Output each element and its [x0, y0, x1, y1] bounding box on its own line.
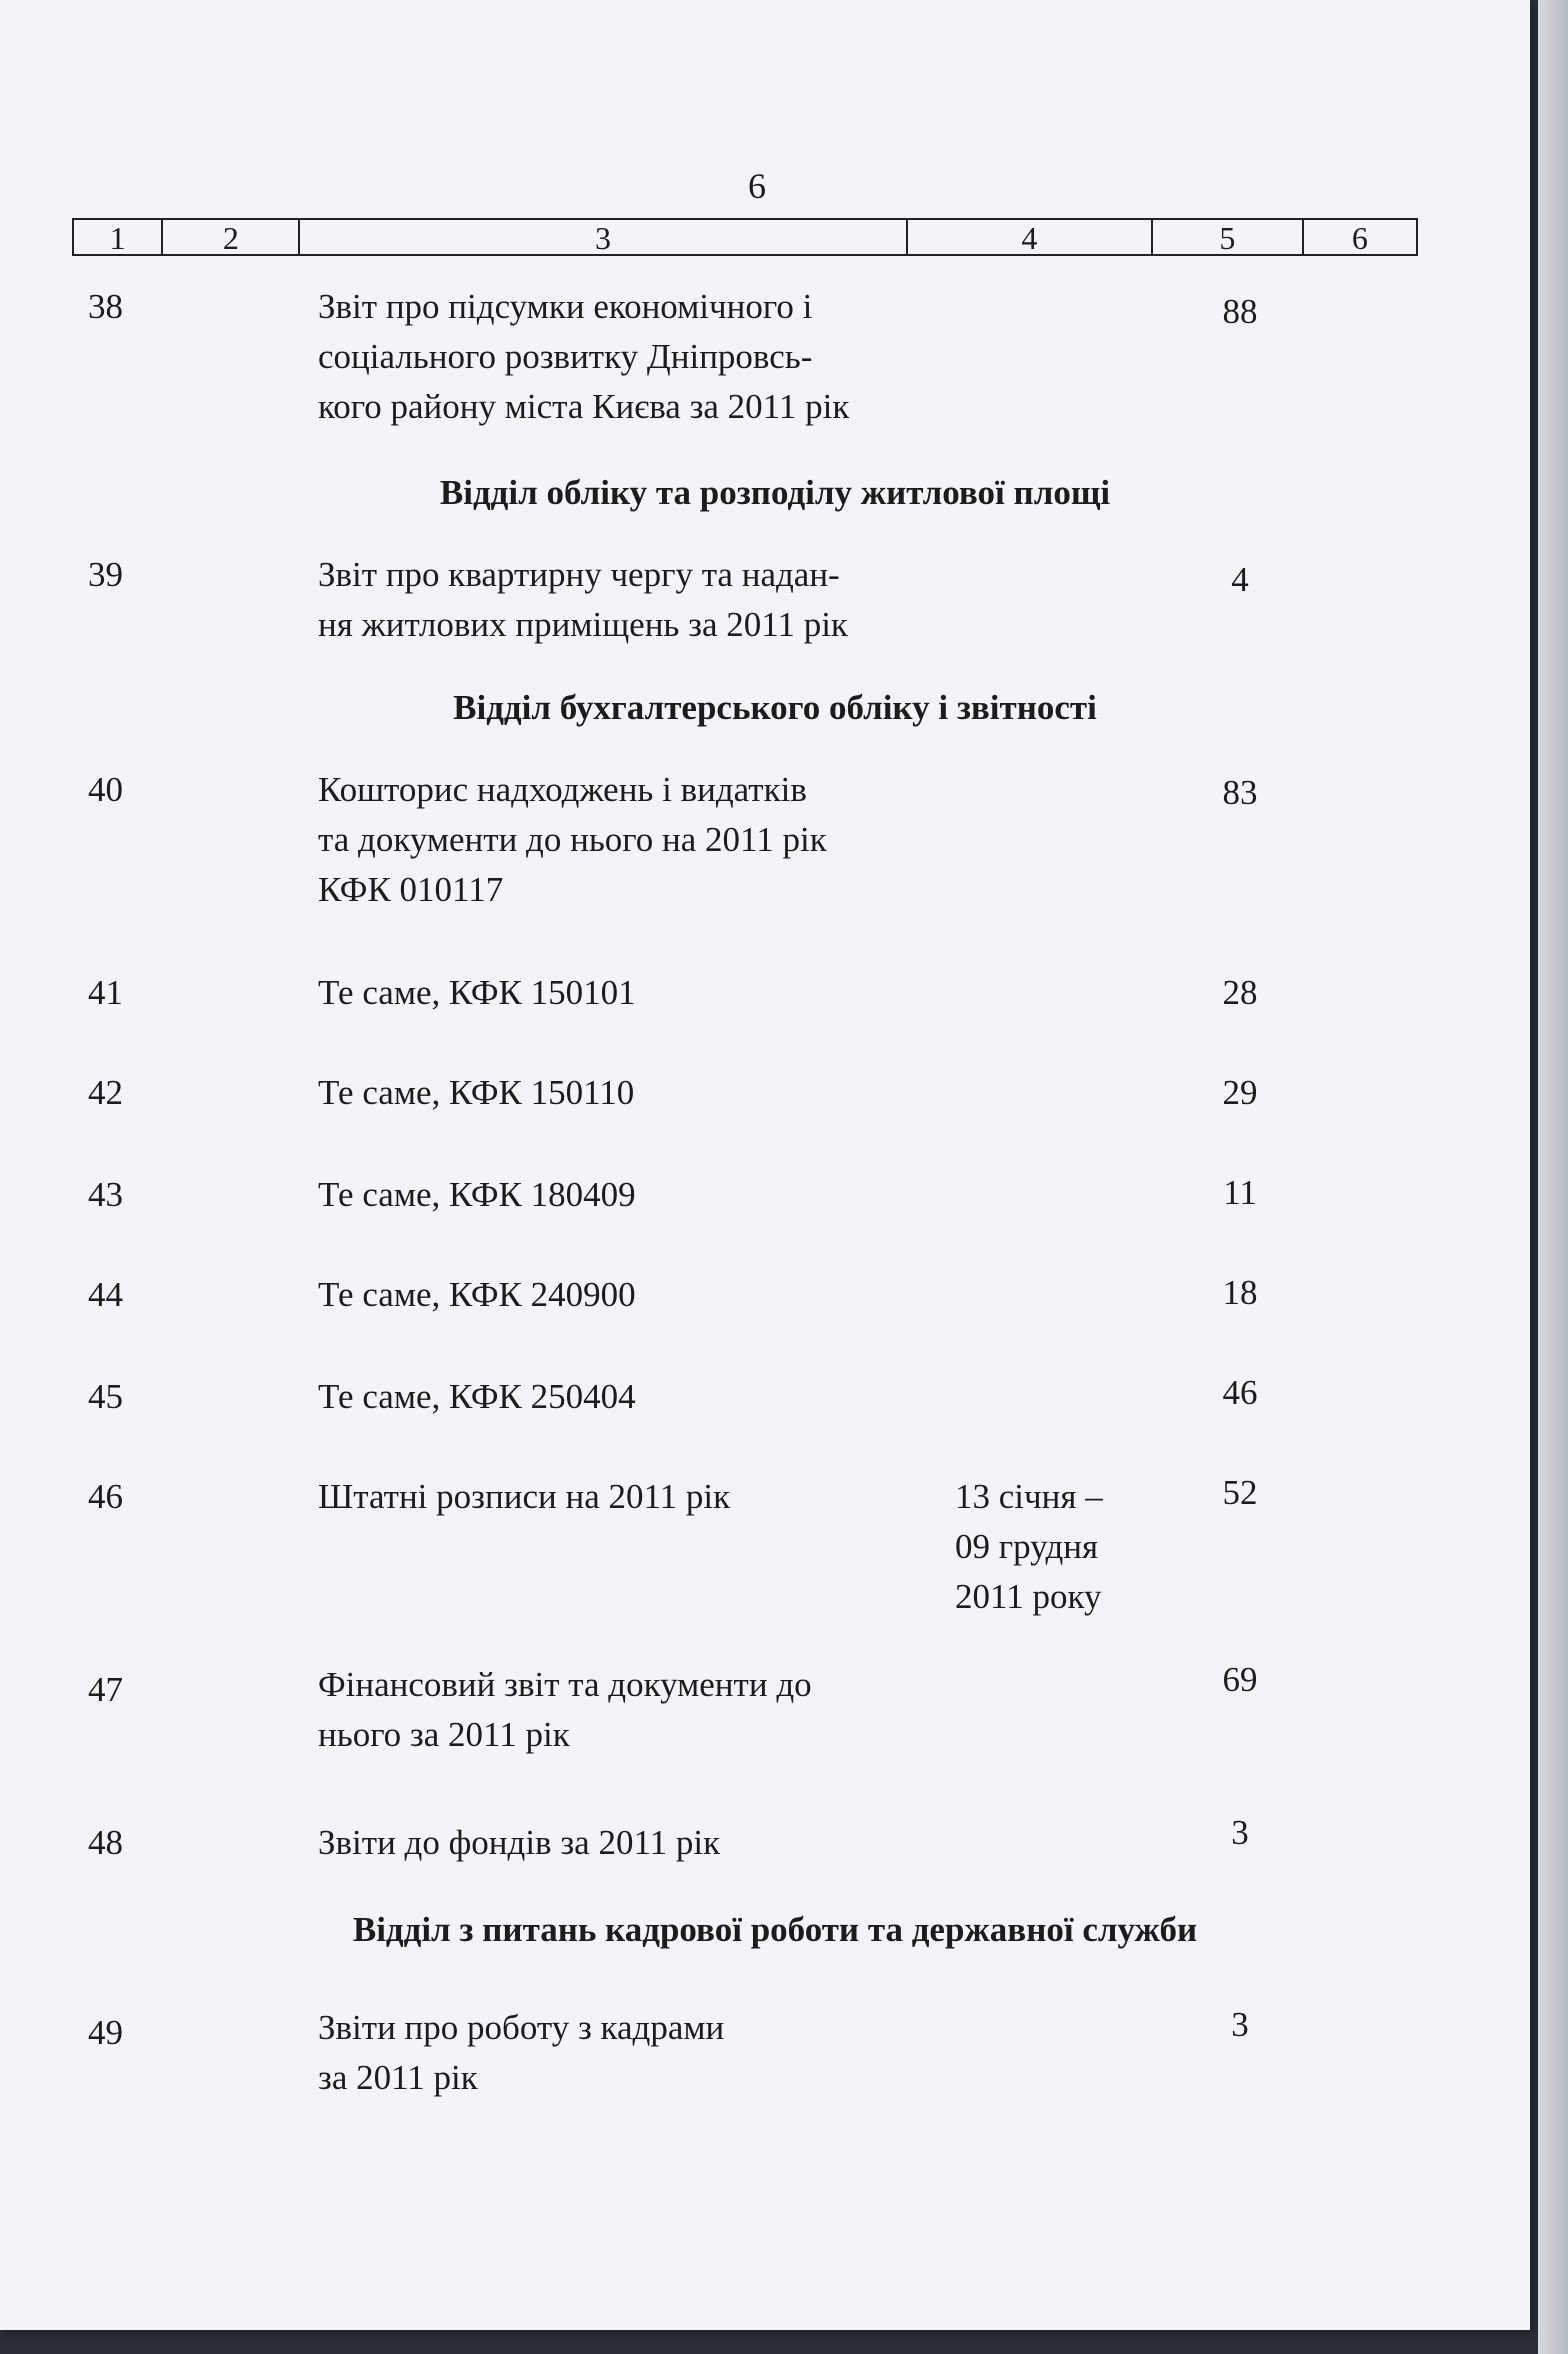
- row-date-range: 13 січня – 09 грудня 2011 року: [955, 1477, 1103, 1616]
- column-header-3: 3: [300, 220, 907, 254]
- row-pages: 52: [1222, 1473, 1258, 1512]
- column-header-2: 2: [163, 220, 300, 254]
- row-number: 49: [88, 2013, 123, 2052]
- row-title: Те саме, КФК 250404: [318, 1377, 636, 1416]
- section-heading-housing: Відділ обліку та розподілу житлової площі: [439, 473, 1111, 512]
- row-number: 44: [88, 1275, 123, 1314]
- row-number: 42: [88, 1073, 123, 1112]
- section-heading-hr: Відділ з питань кадрової роботи та державної служби: [352, 1910, 1198, 1949]
- row-number: 41: [88, 973, 123, 1012]
- row-title: Звіт про квартирну чергу та надан- ня житлових приміщень за 2011 рік: [318, 555, 848, 644]
- column-header-4: 4: [908, 220, 1153, 254]
- row-title: Те саме, КФК 240900: [318, 1275, 636, 1314]
- page-stack-edge: [1538, 0, 1568, 2354]
- row-pages: 46: [1222, 1373, 1258, 1412]
- column-header-1: 1: [74, 220, 163, 254]
- page-number: 6: [748, 166, 766, 206]
- row-number: 38: [88, 287, 123, 326]
- row-pages: 18: [1222, 1273, 1258, 1312]
- section-heading-accounting: Відділ бухгалтерського обліку і звітності: [453, 688, 1097, 727]
- row-pages: 29: [1222, 1073, 1258, 1112]
- row-title: Те саме, КФК 150110: [318, 1073, 635, 1112]
- table-header: [72, 218, 1418, 256]
- row-title: Те саме, КФК 150101: [318, 973, 636, 1012]
- row-number: 46: [88, 1477, 123, 1516]
- row-pages: 88: [1222, 292, 1258, 331]
- row-pages: 3: [1231, 2005, 1249, 2044]
- row-number: 48: [88, 1823, 123, 1862]
- row-number: 45: [88, 1377, 123, 1416]
- row-title: Кошторис надходжень і видатків та документи до нього на 2011 рік КФК 010117: [318, 770, 827, 909]
- column-header-6: 6: [1351, 220, 1368, 256]
- row-pages: 11: [1223, 1173, 1257, 1212]
- row-number: 47: [88, 1670, 123, 1709]
- row-pages: 3: [1231, 1813, 1249, 1852]
- column-header-5: 5: [1153, 220, 1304, 254]
- row-title: Звіти про роботу з кадрами за 2011 рік: [318, 2008, 725, 2097]
- row-number: 40: [88, 770, 123, 809]
- row-pages: 28: [1222, 973, 1258, 1012]
- row-number: 43: [88, 1175, 123, 1214]
- row-number: 39: [88, 555, 123, 594]
- row-title: Звіт про підсумки економічного і соціального розвитку Дніпровсь- кого району міста Києва за 2011 рік: [318, 287, 850, 426]
- row-pages: 83: [1222, 773, 1258, 812]
- row-pages: 4: [1231, 560, 1249, 599]
- row-title: Те саме, КФК 180409: [318, 1175, 636, 1214]
- row-title: Штатні розписи на 2011 рік: [318, 1477, 731, 1516]
- row-title: Фінансовий звіт та документи до нього за 2011 рік: [318, 1665, 812, 1754]
- row-pages: 69: [1222, 1660, 1258, 1699]
- row-title: Звіти до фондів за 2011 рік: [318, 1823, 721, 1862]
